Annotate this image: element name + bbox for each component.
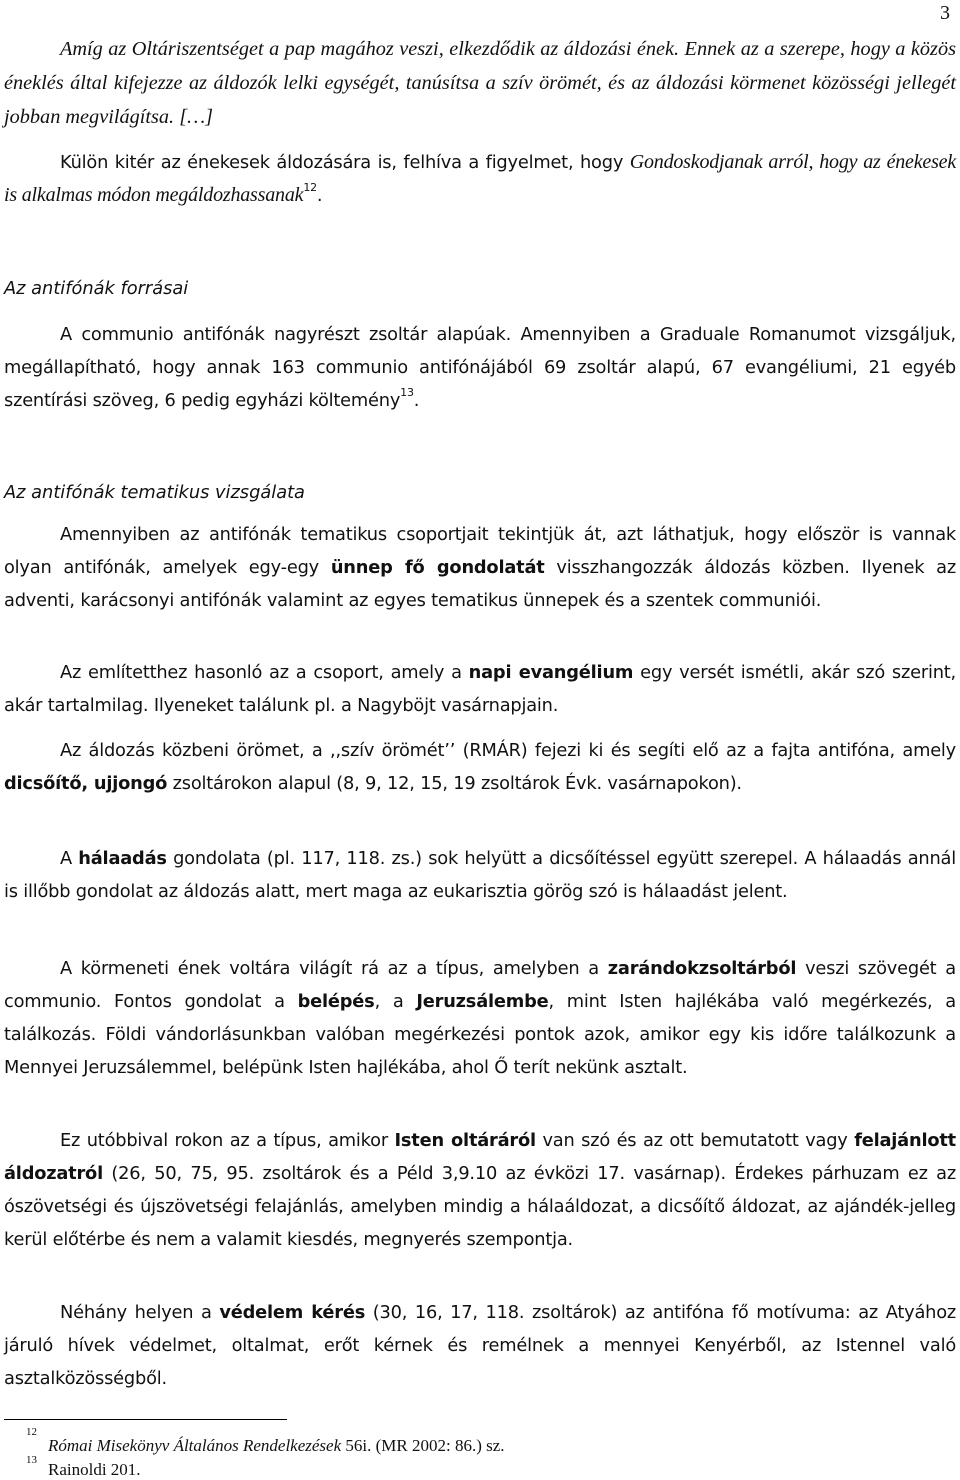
joy-bold: dicsőítő, ujjongó xyxy=(4,773,168,794)
quote-bracket: ] xyxy=(205,106,214,128)
sources-paragraph xyxy=(4,318,956,417)
thanks-text-2: gondolata (pl. 117, 118. zs.) sok helyütt a dicsőítéssel együtt szerepel. A hálaadás annál is illőbb gondolat az áldozás alatt, mert maga az eukarisztia görög szó is hálaadást jelent. xyxy=(4,848,956,902)
footnote-title: Római Misekönyv Általános Rendelkezések xyxy=(48,1436,342,1455)
quote-paragraph xyxy=(4,32,956,134)
procession-text-2: veszi szövegét a communio. Fontos gondolat a xyxy=(4,958,956,1012)
joy-text-2: zsoltárokon alapul (8, 9, 12, 15, 19 zsoltárok Évk. vasárnapokon). xyxy=(167,773,742,794)
gospel-paragraph xyxy=(4,656,956,722)
altar-text: Ez utóbbival rokon az a típus, amikor xyxy=(60,1130,395,1151)
section-heading-sources: Az antifónák forrásai xyxy=(4,278,189,299)
protection-paragraph xyxy=(4,1296,956,1395)
procession-text-3: , a xyxy=(374,991,417,1012)
gospel-bold: napi evangélium xyxy=(468,662,634,683)
altar-paragraph xyxy=(4,1124,956,1256)
intro-period: . xyxy=(316,185,323,206)
altar-text-3: (26, 50, 75, 95. zsoltárok és a Péld 3,9.10 az évközi 17. vasárnap). Érdekes párhuzam ez az ószövetségi és újszövetségi felajánlás, amelyben mindig a hálaáldozat, a dicsőítő áldozat, az ajándék-jelleg kerül előtérbe és nem a valamit kiesdés, megnyerés szempontja. xyxy=(4,1163,956,1250)
gospel-text-2: egy versét ismétli, akár szó szerint, akár tartalmilag. Ilyeneket találunk pl. a Nagyböjt vasárnapjain. xyxy=(4,662,956,716)
footnote-ref-13[interactable]: 13 xyxy=(400,386,414,399)
altar-text-2: van szó és az ott bemutatott vagy xyxy=(535,1130,855,1151)
quote-text: Amíg az Oltáriszentséget a pap magához veszi, elkezdődik az áldozási ének. Ennek az a szerepe, hogy a közös éneklés által kifejezze az áldozók lelki egységét, tanúsítsa a szív örömét, és az áldozási körmenet közösségi jellegét jobban megvilágítsa. [ xyxy=(4,38,956,128)
thematic-bold: ünnep fő gondolatát xyxy=(330,557,545,578)
footnote-text xyxy=(48,1436,505,1456)
thematic-text-2: visszhangozzák áldozás közben. Ilyenek az adventi, karácsonyi antifónák valamint az egyes tematikus ünnepek és a szentek communiói. xyxy=(4,557,956,611)
altar-bold-1: Isten oltáráról xyxy=(394,1130,536,1151)
footnote-detail: 56i. (MR 2002: 86.) sz. xyxy=(341,1436,505,1455)
procession-paragraph xyxy=(4,952,956,1084)
procession-text-4: , mint Isten hajlékába való megérkezés, a találkozás. Földi vándorlásunkban valóban megérkezési pontok azok, amikor egy kis időre találkozunk a Mennyei Jeruzsálemmel, belépünk Isten hajlékába, ahol Ő terít nekünk asztalt. xyxy=(4,991,956,1078)
protection-text-2: (30, 16, 17, 118. zsoltárok) az antifóna fő motívuma: az Atyához járuló hívek védelmet, oltalmat, erőt kérnek és remélnek a mennyei Kenyérből, az Istennel való asztalközösségből. xyxy=(4,1302,957,1389)
quote-ellipsis: … xyxy=(187,106,206,128)
procession-bold-2: belépés xyxy=(297,991,375,1012)
sources-text: A communio antifónák nagyrészt zsoltár alapúak. Amennyiben a Graduale Romanumot vizsgáljuk, megállapítható, hogy annak 163 communio antifónájából 69 zsoltár alapú, 67 evangéliumi, 21 egyéb szentírási szöveg, 6 pedig egyházi költemény xyxy=(4,324,956,411)
thematic-paragraph xyxy=(4,518,956,617)
intro-italic-quote: Gondoskodjanak arról, hogy az énekesek is alkalmas módon megáldozhassanak xyxy=(4,151,957,206)
procession-text: A körmeneti ének voltára világít rá az a típus, amelyben a xyxy=(60,958,608,979)
protection-bold: védelem kérés xyxy=(219,1302,366,1323)
thanks-paragraph xyxy=(4,842,956,908)
footnote-divider xyxy=(4,1419,287,1420)
procession-bold-3: Jeruzsálembe xyxy=(416,991,549,1012)
footnote-number: 12 xyxy=(26,1426,37,1438)
procession-bold-1: zarándokzsoltárból xyxy=(607,958,797,979)
intro-text: Külön kitér az énekesek áldozására is, felhíva a figyelmet, hogy xyxy=(60,152,630,173)
protection-text: Néhány helyen a xyxy=(60,1302,220,1323)
gospel-text: Az említetthez hasonló az a csoport, amely a xyxy=(60,662,469,683)
footnote-text: Rainoldi 201. xyxy=(48,1460,141,1479)
page-number: 3 xyxy=(940,2,950,24)
joy-text: Az áldozás közbeni örömet, a ,,szív örömét’’ (RMÁR) fejezi ki és segíti elő az a fajta antifóna, amely xyxy=(60,740,956,761)
section-heading-thematic: Az antifónák tematikus vizsgálata xyxy=(4,482,305,503)
joy-paragraph xyxy=(4,734,956,800)
footnote-ref-12[interactable]: 12 xyxy=(303,181,317,194)
altar-bold-2: felajánlott áldozatról xyxy=(4,1130,956,1184)
thanks-text: A xyxy=(60,848,79,869)
thanks-bold: hálaadás xyxy=(78,848,167,869)
footnote-number: 13 xyxy=(26,1454,37,1466)
thematic-text: Amennyiben az antifónák tematikus csoportjait tekintjük át, azt láthatjuk, hogy először is vannak olyan antifónák, amelyek egy-egy xyxy=(4,524,956,578)
sources-period: . xyxy=(413,390,420,411)
intro-paragraph xyxy=(4,146,956,212)
